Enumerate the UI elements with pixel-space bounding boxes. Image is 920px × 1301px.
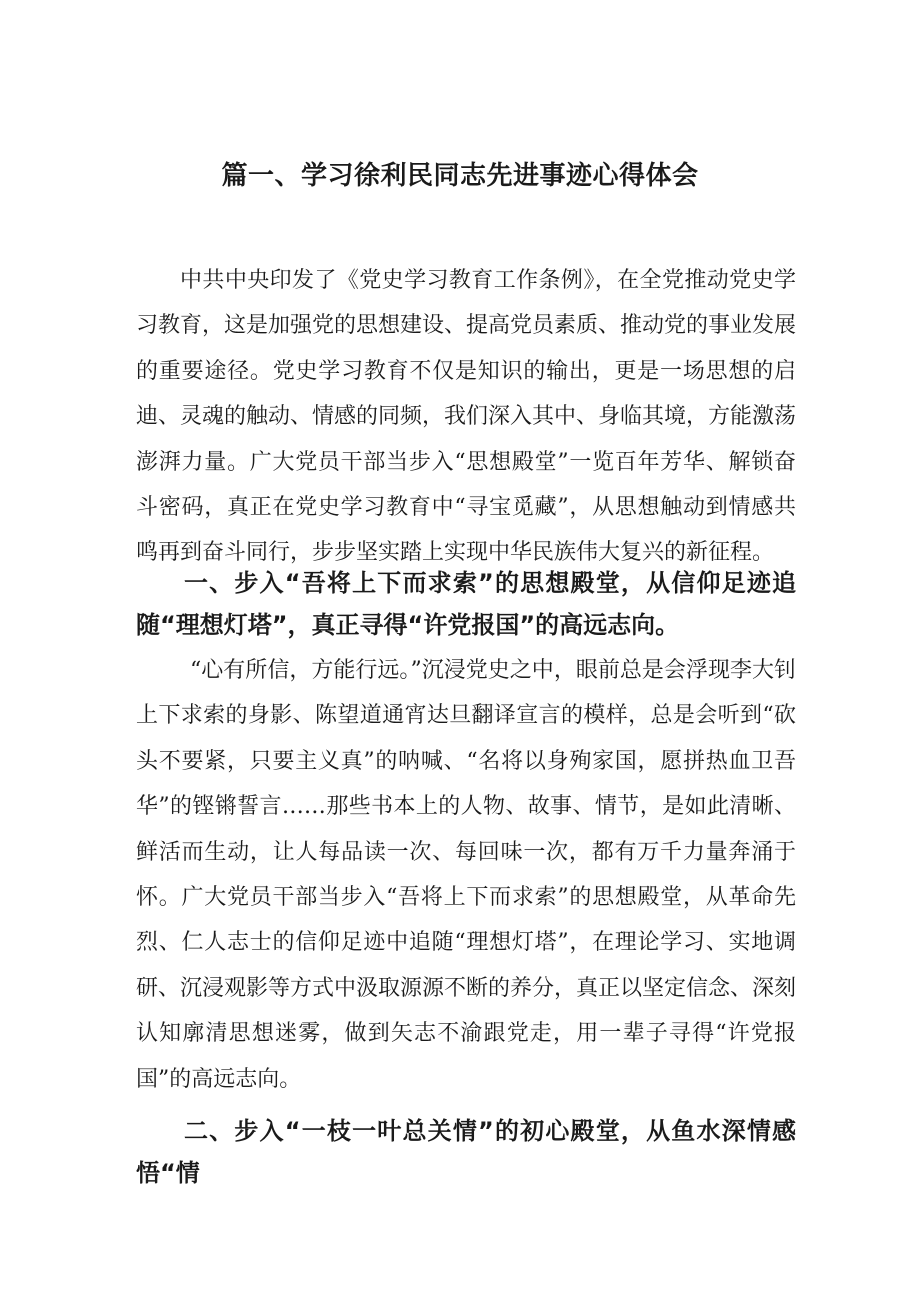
section-heading-2: 二、步入“一枝一叶总关情”的初心殿堂，从鱼水深情感悟“情 <box>136 1117 796 1187</box>
section-heading-1: 一、步入“吾将上下而求索”的思想殿堂，从信仰足迹追随“理想灯塔”，真正寻得“许党报国”的高远志向。 <box>136 569 796 639</box>
body-paragraph-intro: 中共中央印发了《党史学习教育工作条例》，在全党推动党史学习教育，这是加强党的思想建设、提高党员素质、推动党的事业发展的重要途径。党史学习教育不仅是知识的输出，更是一场思想的启迪、灵魂的触动、情感的同频，我们深入其中、身临其境，方能激荡澎湃力量。广大党员干部当步入“思想殿堂”一览百年芳华、解锁奋斗密码，真正在党史学习教育中“寻宝觅藏”，从思想触动到情感共鸣再到奋斗同行，步步坚实踏上实现中华民族伟大复兴的新征程。 <box>136 268 797 566</box>
body-paragraph-section-1: “心有所信，方能行远。”沉浸党史之中，眼前总是会浮现李大钊上下求索的身影、陈望道通宵达旦翻译宣言的模样，总是会听到“砍头不要紧，只要主义真”的呐喊、“名将以身殉家国，愿拼热血卫吾华”的铿锵誓言……那些书本上的人物、故事、情节，是如此清晰、鲜活而生动，让人每品读一次、每回味一次，都有万千力量奔涌于怀。广大党员干部当步入“吾将上下而求索”的思想殿堂，从革命先烈、仁人志士的信仰足迹中追随“理想灯塔”，在理论学习、实地调研、沉浸观影等方式中汲取源源不断的养分，真正以坚定信念、深刻认知廓清思想迷雾，做到矢志不渝跟党走，用一辈子寻得“许党报国”的高远志向。 <box>136 658 797 1092</box>
document-title: 篇一、学习徐利民同志先进事迹心得体会 <box>221 161 699 191</box>
